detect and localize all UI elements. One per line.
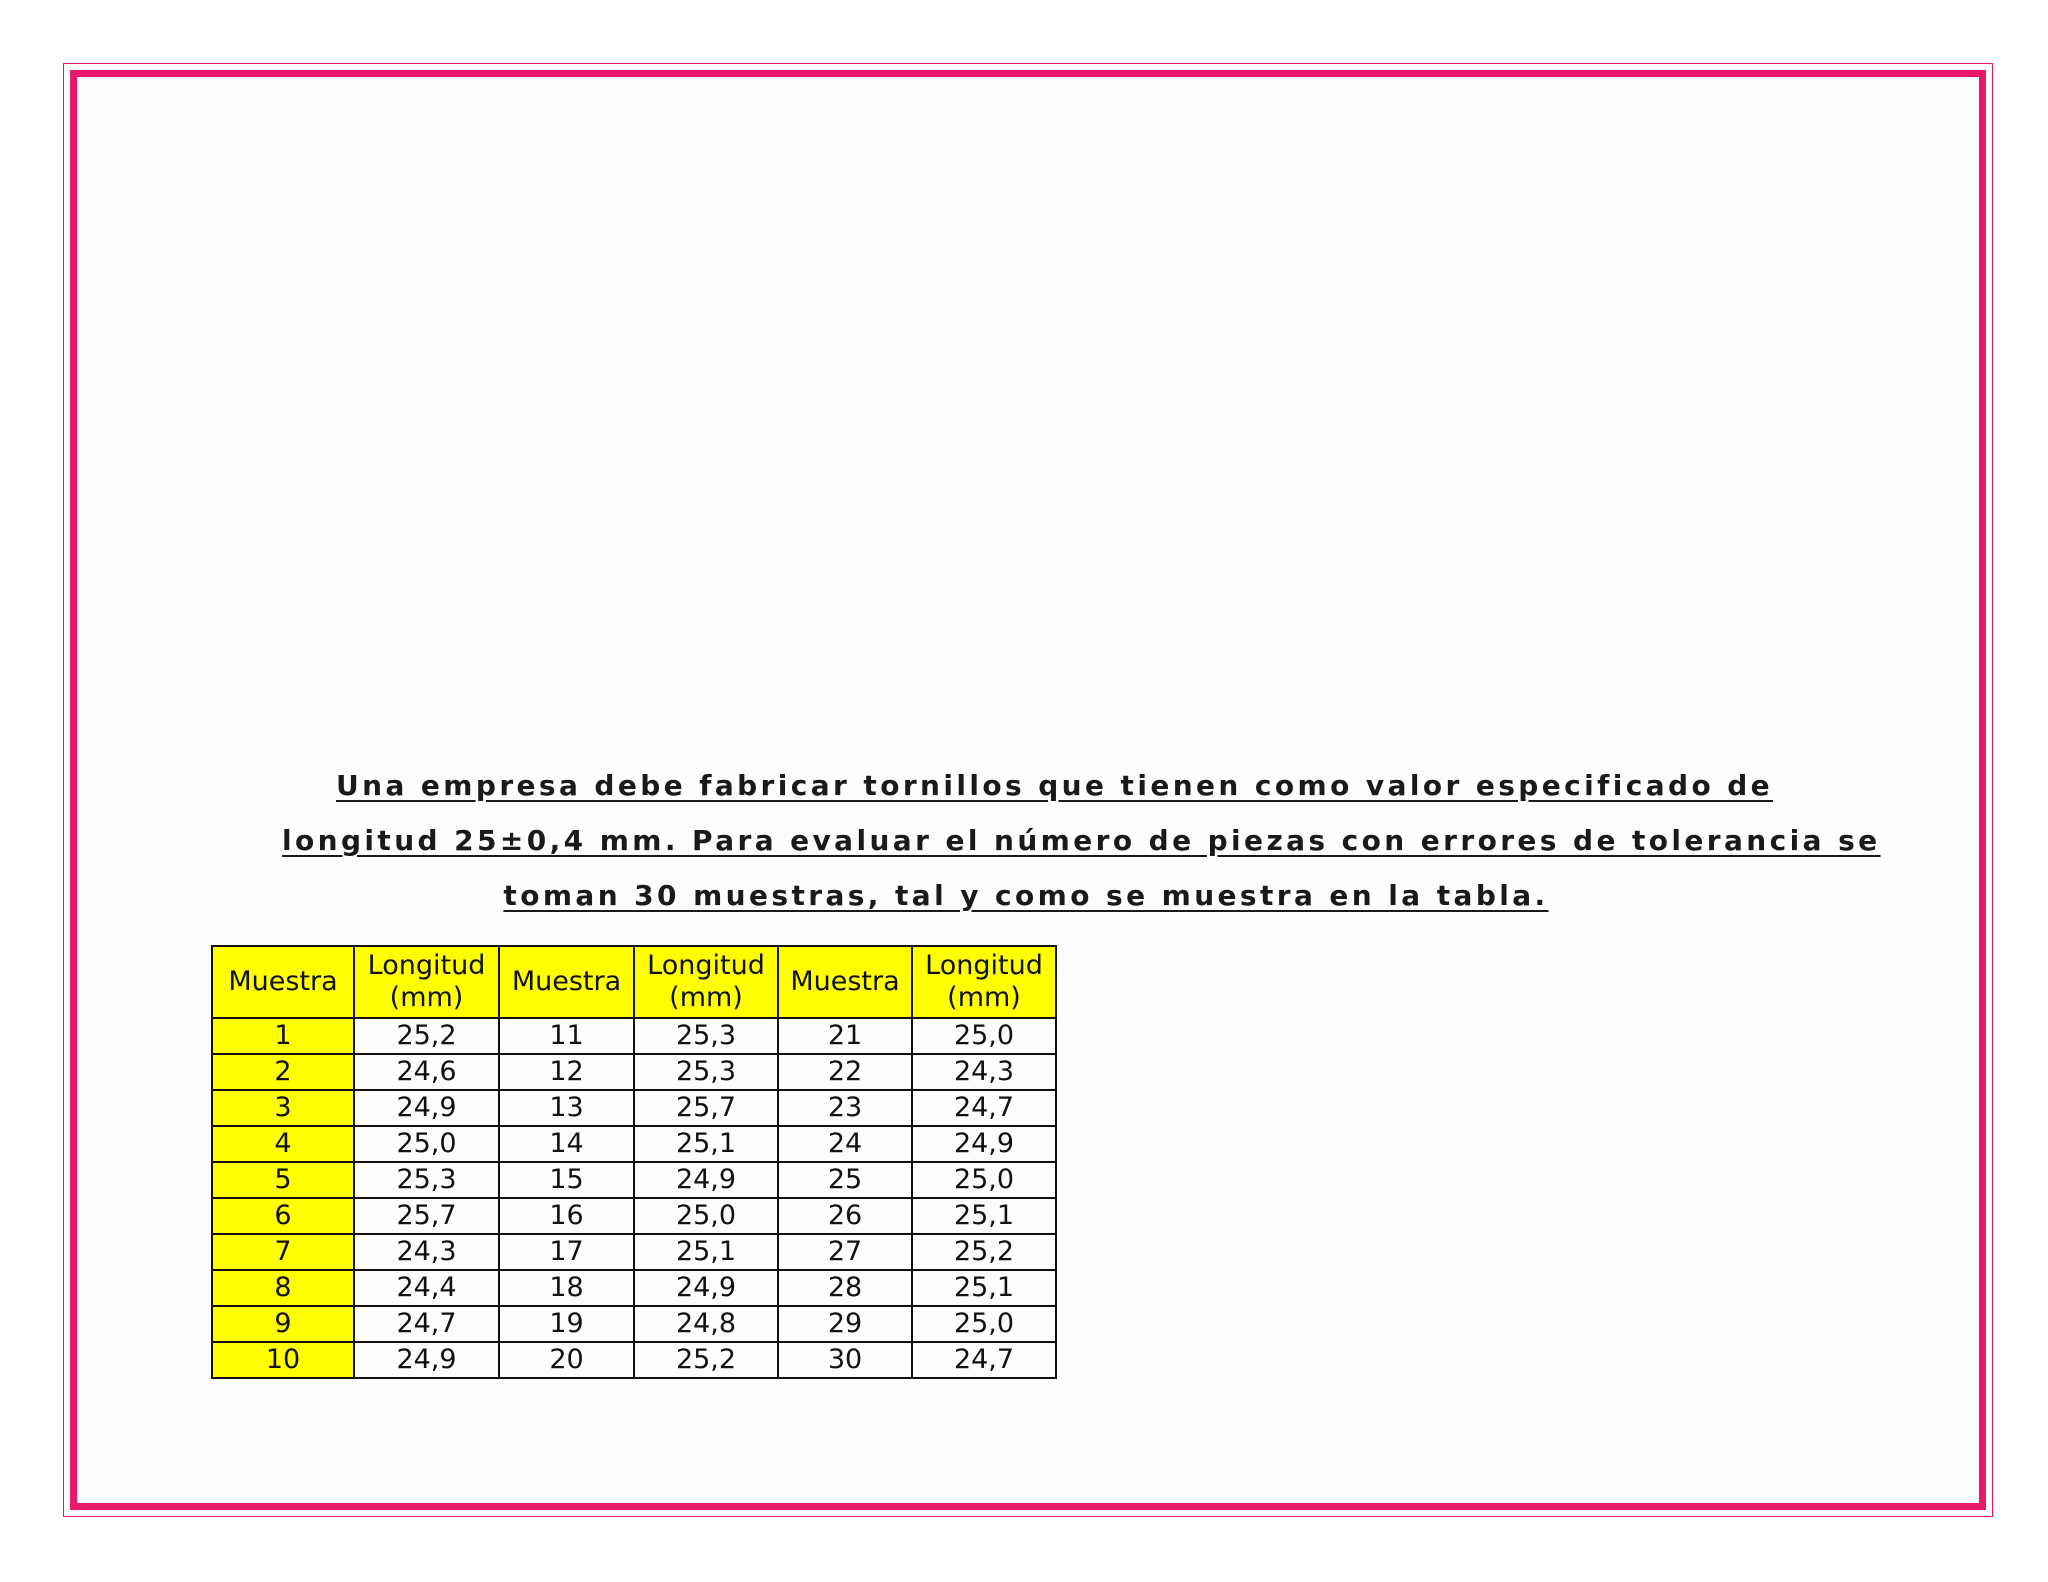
length-value-cell: 25,1	[634, 1234, 778, 1270]
sample-number-cell: 26	[778, 1198, 912, 1234]
table-row	[212, 1090, 1056, 1126]
sample-number-cell: 21	[778, 1018, 912, 1054]
length-value-cell: 25,0	[354, 1126, 499, 1162]
header-longitud-3: Longitud (mm)	[912, 946, 1056, 1018]
length-value-cell: 24,9	[634, 1162, 778, 1198]
length-value-cell: 24,6	[354, 1054, 499, 1090]
samples-table-header	[212, 946, 1056, 1018]
sample-number-cell: 17	[499, 1234, 634, 1270]
length-value-cell: 24,4	[354, 1270, 499, 1306]
sample-number-cell: 6	[212, 1198, 354, 1234]
length-value-cell: 24,7	[912, 1090, 1056, 1126]
sample-number-cell: 29	[778, 1306, 912, 1342]
length-value-cell: 25,3	[354, 1162, 499, 1198]
table-row	[212, 1234, 1056, 1270]
length-value-cell: 25,0	[634, 1198, 778, 1234]
sample-number-cell: 18	[499, 1270, 634, 1306]
sample-number-cell: 20	[499, 1342, 634, 1378]
length-value-cell: 25,3	[634, 1018, 778, 1054]
samples-table	[211, 945, 1057, 1379]
sample-number-cell: 13	[499, 1090, 634, 1126]
length-value-cell: 24,9	[634, 1270, 778, 1306]
sample-number-cell: 27	[778, 1234, 912, 1270]
problem-statement-line-2: longitud 25±0,4 mm. Para evaluar el número de piezas con errores de tolerancia se	[282, 824, 1881, 857]
length-value-cell: 24,9	[354, 1342, 499, 1378]
sample-number-cell: 7	[212, 1234, 354, 1270]
length-value-cell: 25,7	[634, 1090, 778, 1126]
length-value-cell: 25,0	[912, 1162, 1056, 1198]
sample-number-cell: 16	[499, 1198, 634, 1234]
sample-number-cell: 15	[499, 1162, 634, 1198]
sample-number-cell: 12	[499, 1054, 634, 1090]
length-value-cell: 25,2	[912, 1234, 1056, 1270]
sample-number-cell: 11	[499, 1018, 634, 1054]
length-value-cell: 25,1	[634, 1126, 778, 1162]
sample-number-cell: 10	[212, 1342, 354, 1378]
sample-number-cell: 9	[212, 1306, 354, 1342]
length-value-cell: 25,0	[912, 1306, 1056, 1342]
table-row	[212, 1162, 1056, 1198]
length-value-cell: 25,2	[634, 1342, 778, 1378]
table-row	[212, 1018, 1056, 1054]
problem-statement	[282, 758, 1881, 923]
table-row	[212, 1342, 1056, 1378]
length-value-cell: 24,9	[354, 1090, 499, 1126]
header-longitud-2: Longitud (mm)	[634, 946, 778, 1018]
header-row	[212, 946, 1056, 1018]
sample-number-cell: 23	[778, 1090, 912, 1126]
sample-number-cell: 2	[212, 1054, 354, 1090]
header-muestra-1: Muestra	[212, 946, 354, 1018]
table-row	[212, 1270, 1056, 1306]
sample-number-cell: 28	[778, 1270, 912, 1306]
sample-number-cell: 19	[499, 1306, 634, 1342]
sample-number-cell: 14	[499, 1126, 634, 1162]
length-value-cell: 25,1	[912, 1270, 1056, 1306]
table-row	[212, 1198, 1056, 1234]
sample-number-cell: 3	[212, 1090, 354, 1126]
problem-statement-line-3: toman 30 muestras, tal y como se muestra en la tabla.	[503, 879, 1549, 912]
length-value-cell: 25,1	[912, 1198, 1056, 1234]
length-value-cell: 25,7	[354, 1198, 499, 1234]
samples-table-body	[212, 1018, 1056, 1378]
sample-number-cell: 1	[212, 1018, 354, 1054]
sample-number-cell: 5	[212, 1162, 354, 1198]
length-value-cell: 25,2	[354, 1018, 499, 1054]
table-row	[212, 1306, 1056, 1342]
sample-number-cell: 25	[778, 1162, 912, 1198]
length-value-cell: 24,9	[912, 1126, 1056, 1162]
length-value-cell: 24,3	[354, 1234, 499, 1270]
header-longitud-1: Longitud (mm)	[354, 946, 499, 1018]
table-row	[212, 1054, 1056, 1090]
sample-number-cell: 8	[212, 1270, 354, 1306]
length-value-cell: 25,0	[912, 1018, 1056, 1054]
problem-statement-line-1: Una empresa debe fabricar tornillos que tienen como valor especificado de	[336, 769, 1774, 802]
length-value-cell: 24,3	[912, 1054, 1056, 1090]
length-value-cell: 25,3	[634, 1054, 778, 1090]
sample-number-cell: 30	[778, 1342, 912, 1378]
sample-number-cell: 22	[778, 1054, 912, 1090]
table-row	[212, 1126, 1056, 1162]
length-value-cell: 24,7	[912, 1342, 1056, 1378]
length-value-cell: 24,8	[634, 1306, 778, 1342]
sample-number-cell: 24	[778, 1126, 912, 1162]
header-muestra-2: Muestra	[499, 946, 634, 1018]
length-value-cell: 24,7	[354, 1306, 499, 1342]
header-muestra-3: Muestra	[778, 946, 912, 1018]
sample-number-cell: 4	[212, 1126, 354, 1162]
